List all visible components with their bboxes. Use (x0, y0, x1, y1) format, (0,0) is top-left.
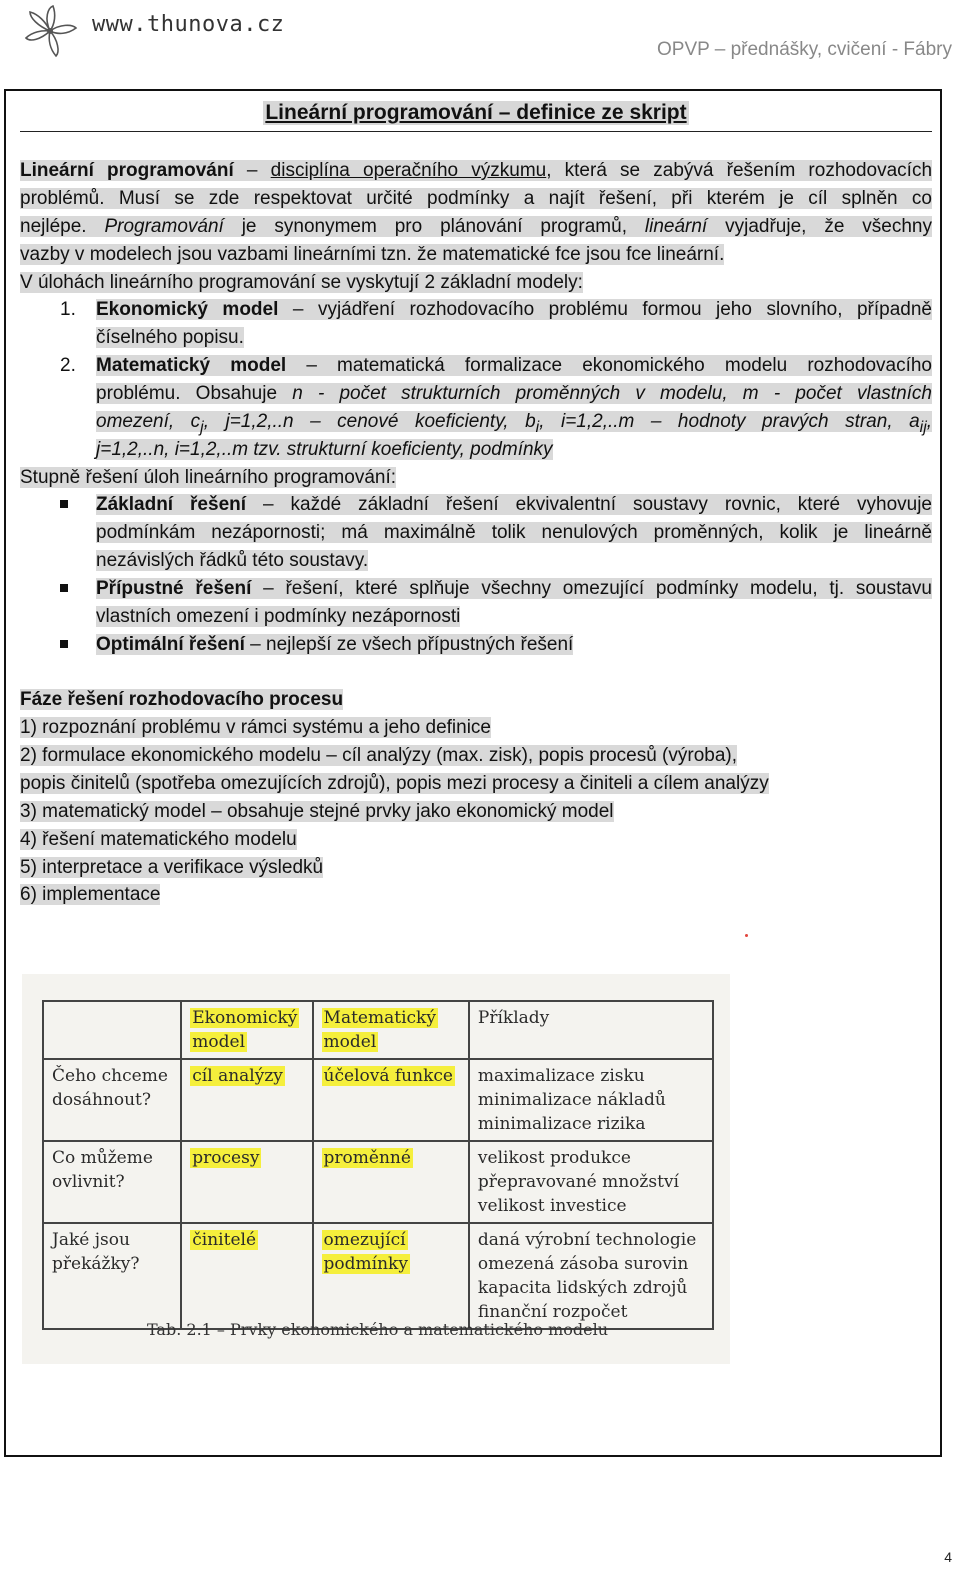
phase-4 (20, 826, 932, 854)
table-cell (469, 1141, 713, 1223)
table-cell-text: procesy (192, 1148, 260, 1168)
table-cell-text: omezená zásoba surovin (477, 1254, 689, 1274)
stage-1-l2: podmínkám nezápornosti; má maximálně tolik nenulových proměnných, kolik je lineárně (96, 522, 932, 543)
table-cell-text: Co můžeme (52, 1148, 153, 1168)
model-1-l2: číselného popisu. (96, 327, 244, 348)
stage-2-line-2 (96, 603, 932, 631)
table-cell-text: činitelé (192, 1230, 256, 1250)
intro-dash: – (233, 160, 271, 181)
table-cell-text: cíl analýzy (192, 1066, 283, 1086)
model-2-term: Matematický model (96, 355, 287, 376)
stage-2-l2: vlastních omezení i podmínky nezápornosti (96, 606, 461, 627)
model-2-sub-j: j (200, 418, 204, 436)
phase-4-text: 4) řešení matematického modelu (20, 829, 297, 850)
table-cell-text: minimalizace rizika (477, 1114, 646, 1134)
table-cell-text: přepravované množství (477, 1172, 679, 1192)
table-cell-text: podmínky (323, 1254, 408, 1274)
intro-l4: vazby v modelech jsou vazbami lineárními tzn. že matematické fce jsou fce lineární. (20, 244, 725, 265)
table-cell (43, 1141, 181, 1223)
table-cell (313, 1001, 469, 1059)
intro-l3b: Programování (104, 216, 224, 237)
stage-2-bullet-icon (60, 584, 68, 592)
stage-1-term: Základní řešení (96, 494, 247, 515)
table-cell-text: proměnné (323, 1148, 411, 1168)
intro-l3e: vyjadřuje, že všechny (707, 216, 933, 237)
model-2-line-1 (96, 352, 932, 380)
stage-3-term: Optimální řešení (96, 634, 245, 655)
stage-1-l3: nezávislých řádků této soustavy. (96, 550, 369, 571)
stage-1-bullet-icon (60, 500, 68, 508)
phase-1 (20, 714, 932, 742)
model-elements-table (42, 1000, 714, 1330)
table-cell-text: omezující (323, 1230, 406, 1250)
table-caption: Tab. 2.1 – Prvky ekonomického a matematického modelu (147, 1320, 609, 1339)
table-cell-text: Příklady (477, 1008, 550, 1028)
table-cell-text: daná výrobní technologie (477, 1230, 697, 1250)
stage-2-rest: – řešení, které splňuje všechny omezující podmínky modelu, tj. soustavu (251, 578, 932, 599)
table-cell (313, 1059, 469, 1141)
table-header-row (43, 1001, 713, 1059)
intro-line-2 (20, 185, 932, 213)
course-header: OPVP – přednášky, cvičení - Fábry (657, 39, 952, 60)
table-cell (469, 1059, 713, 1141)
intro-line-3 (20, 213, 932, 241)
model-2-l3c: , i=1,2,..m – hodnoty pravých stran, a (539, 411, 920, 432)
stage-2-line-1 (96, 575, 932, 603)
phase-5-text: 5) interpretace a verifikace výsledků (20, 857, 324, 878)
table-cell (181, 1001, 312, 1059)
stage-3-bullet-icon (60, 640, 68, 648)
table-cell-text: dosáhnout? (52, 1090, 152, 1110)
table-cell (313, 1223, 469, 1329)
phase-2a (20, 742, 932, 770)
model-1-number: 1. (60, 299, 76, 320)
stage-3-rest: – nejlepší ze všech přípustných řešení (244, 634, 574, 655)
phase-5 (20, 854, 932, 882)
model-1-line-1 (96, 296, 932, 324)
intro-term: Lineární programování (20, 160, 234, 181)
phase-6 (20, 881, 932, 909)
model-2-line-4 (96, 436, 932, 464)
model-1-term: Ekonomický model (96, 299, 279, 320)
phases-heading (20, 686, 932, 714)
intro-line-1 (20, 157, 932, 185)
table-cell-text: velikost produkce (477, 1148, 631, 1168)
table-cell-text: model (323, 1032, 377, 1052)
table-cell (181, 1141, 312, 1223)
table-cell-text: Čeho chceme (52, 1066, 168, 1086)
phase-2a-text: 2) formulace ekonomického modelu – cíl analýzy (max. zisk), popis procesů (výroba), (20, 745, 738, 766)
table-cell-text: ovlivnit? (52, 1172, 125, 1192)
model-2-l3: omezení, c (96, 411, 201, 432)
intro-l2: problémů. Musí se zde respektovat určité podmínky a najít řešení, při kterém je cíl splněn co (20, 188, 932, 209)
stage-2-term: Přípustné řešení (96, 578, 252, 599)
stages-heading-text: Stupně řešení úloh lineárního programování: (20, 467, 397, 488)
table-row (43, 1141, 713, 1223)
model-2-rest: – matematická formalizace ekonomického modelu rozhodovacího (286, 355, 932, 376)
model-2-l2b: n - počet strukturních proměnných v modelu, m - počet vlastních (292, 383, 932, 404)
page-title: Lineární programování – definice ze skript (265, 101, 687, 124)
table-cell-text: Matematický (323, 1008, 436, 1028)
intro-line-4 (20, 241, 932, 269)
table-cell (313, 1141, 469, 1223)
model-1-rest: – vyjádření rozhodovacího problému formou jeho slovního, případně (278, 299, 932, 320)
table-cell-text: finanční rozpočet (477, 1302, 628, 1322)
intro-link[interactable]: disciplína operačního výzkumu (270, 160, 547, 181)
model-2-l3b: , j=1,2,..n – cenové koeficienty, b (203, 411, 536, 432)
table-cell-text: model (192, 1032, 246, 1052)
stages-heading (20, 464, 932, 492)
red-dot-mark (745, 934, 748, 937)
table-cell (43, 1059, 181, 1141)
table-cell-text: maximalizace zisku (477, 1066, 645, 1086)
model-2-line-2 (96, 380, 932, 408)
stage-1-rest: – každé základní řešení ekvivalentní soustavy rovnic, které vyhovuje (246, 494, 932, 515)
model-2-l2a: problému. Obsahuje (96, 383, 293, 404)
table-cell-text: účelová funkce (323, 1066, 453, 1086)
intro-line-5 (20, 269, 932, 297)
phase-3 (20, 798, 932, 826)
table-cell-text: Ekonomický (192, 1008, 298, 1028)
table-cell (469, 1223, 713, 1329)
flower-logo-icon (20, 4, 80, 58)
model-1-line-2 (96, 324, 932, 352)
table-cell-text: Jaké jsou (52, 1230, 130, 1250)
phase-3-text: 3) matematický model – obsahuje stejné prvky jako ekonomický model (20, 801, 614, 822)
table-cell (181, 1223, 312, 1329)
intro-l3c: je synonymem pro plánování programů, (223, 216, 645, 237)
intro-l3a: nejlépe. (20, 216, 105, 237)
model-2-sub-i: i (535, 418, 540, 436)
phase-1-text: 1) rozpoznání problému v rámci systému a jeho definice (20, 717, 492, 738)
table-cell-text: minimalizace nákladů (477, 1090, 666, 1110)
intro-l5: V úlohách lineárního programování se vyskytují 2 základní modely: (20, 272, 583, 293)
stage-3-line-1 (96, 631, 932, 659)
stage-1-line-3 (96, 547, 932, 575)
page-number: 4 (944, 1549, 952, 1565)
table-photo (22, 974, 730, 1364)
intro-l1-rest: , která se zabývá řešením rozhodovacích (546, 160, 933, 181)
table-cell-text: kapacita lidských zdrojů (477, 1278, 688, 1298)
model-2-number: 2. (60, 355, 76, 376)
intro-l3d: lineární (644, 216, 708, 237)
table-cell (43, 1001, 181, 1059)
table-cell (469, 1001, 713, 1059)
table-cell (181, 1059, 312, 1141)
phase-2b (20, 770, 932, 798)
table-cell-text: velikost investice (477, 1196, 627, 1216)
table-row (43, 1223, 713, 1329)
table-cell-text: překážky? (52, 1254, 140, 1274)
model-2-l4: j=1,2,..n, i=1,2,..m tzv. strukturní koeficienty, podmínky (96, 439, 553, 460)
stage-1-line-2 (96, 519, 932, 547)
site-url: www.thunova.cz (92, 12, 285, 37)
phase-2b-text: popis činitelů (spotřeba omezujících zdrojů), popis mezi procesy a činiteli a cílem analýzy (20, 773, 769, 794)
table-row (43, 1059, 713, 1141)
stage-1-line-1 (96, 491, 932, 519)
phase-6-text: 6) implementace (20, 884, 161, 905)
phases-heading-text: Fáze řešení rozhodovacího procesu (20, 689, 344, 710)
table-cell (43, 1223, 181, 1329)
title-row (20, 97, 932, 132)
model-2-sub-ij: ij (919, 418, 927, 436)
model-2-l3d: , (926, 411, 932, 432)
